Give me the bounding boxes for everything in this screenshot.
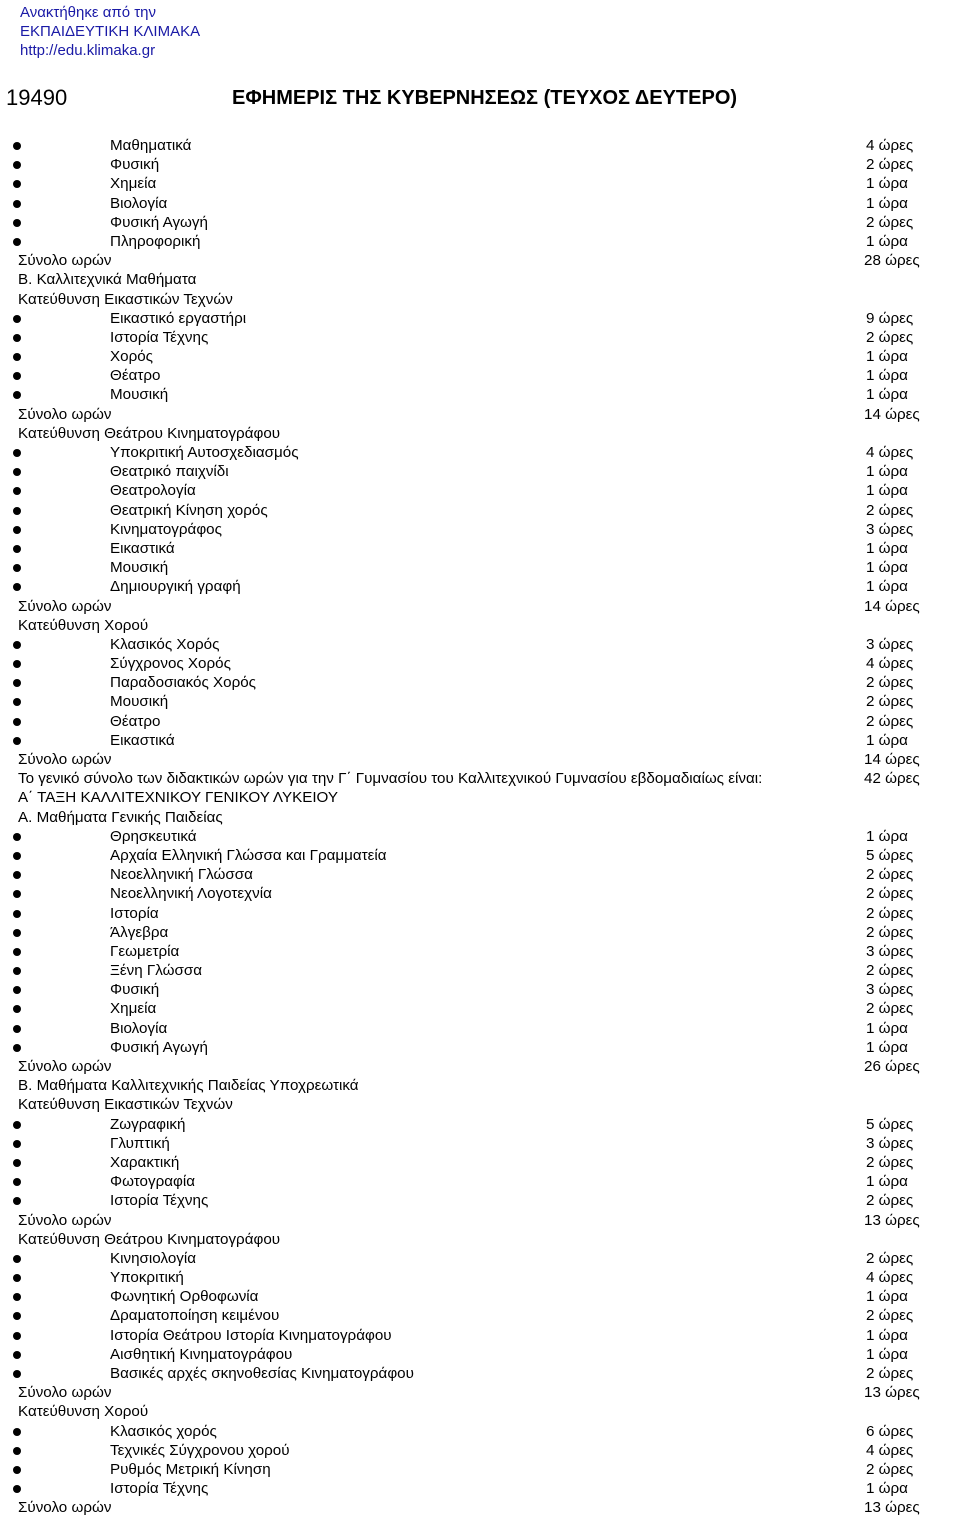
- bullet-icon: [13, 1005, 21, 1013]
- list-item: [0, 1441, 960, 1460]
- list-item: [0, 1364, 960, 1383]
- row-label: Κατεύθυνση Θεάτρου Κινηματογράφου: [18, 1230, 281, 1248]
- row-label: Σύγχρονος Χορός: [110, 655, 231, 673]
- list-item: [0, 1345, 960, 1364]
- row-label: Σύνολο ωρών: [18, 597, 112, 615]
- row-hours: 1 ώρα: [866, 1173, 908, 1191]
- row-label: Γεωμετρία: [110, 942, 180, 960]
- row-hours: 2 ώρες: [866, 693, 914, 711]
- bullet-icon: [13, 1293, 21, 1301]
- row-hours: 2 ώρες: [866, 1192, 914, 1210]
- row-label: Υποκριτική: [110, 1269, 184, 1287]
- row-hours: 4 ώρες: [866, 1441, 914, 1459]
- row-label: Χαρακτική: [110, 1153, 180, 1171]
- row-label: Θεατρικό παιχνίδι: [110, 463, 229, 481]
- row-label: Σύνολο ωρών: [18, 252, 112, 270]
- row-label: Σύνολο ωρών: [18, 1384, 112, 1402]
- bullet-icon: [13, 315, 21, 323]
- bullet-icon: [13, 1025, 21, 1033]
- list-item: [0, 884, 960, 903]
- bullet-icon: [13, 1255, 21, 1263]
- row-hours: 13 ώρες: [864, 1211, 920, 1229]
- list-item: [0, 1191, 960, 1210]
- list-item: [0, 846, 960, 865]
- row-hours: 28 ώρες: [864, 252, 920, 270]
- section-line: [0, 1095, 960, 1114]
- bullet-icon: [13, 1312, 21, 1320]
- source-link[interactable]: http://edu.klimaka.gr: [20, 42, 156, 59]
- row-hours: 2 ώρες: [866, 923, 914, 941]
- row-hours: 2 ώρες: [866, 501, 914, 519]
- bullet-icon: [13, 449, 21, 457]
- row-hours: 2 ώρες: [866, 1460, 914, 1478]
- row-hours: 2 ώρες: [866, 866, 914, 884]
- list-item: [0, 654, 960, 673]
- list-item: [0, 155, 960, 174]
- row-hours: 1 ώρα: [866, 367, 908, 385]
- row-label: Χημεία: [110, 1000, 157, 1018]
- row-label: Κινηματογράφος: [110, 520, 222, 538]
- section-line: [0, 1230, 960, 1249]
- bullet-icon: [13, 641, 21, 649]
- bullet-icon: [13, 353, 21, 361]
- bullet-icon: [13, 890, 21, 898]
- section-line: [0, 750, 960, 769]
- section-line: [0, 424, 960, 443]
- row-hours: 4 ώρες: [866, 137, 914, 154]
- row-hours: 26 ώρες: [864, 1058, 920, 1075]
- row-hours: 14 ώρες: [864, 751, 920, 768]
- section-line: [0, 270, 960, 289]
- row-hours: 13 ώρες: [864, 1384, 920, 1402]
- row-hours: 9 ώρες: [866, 309, 914, 327]
- row-hours: 1 ώρα: [866, 232, 908, 250]
- row-hours: 42 ώρες: [864, 770, 920, 788]
- row-label: Ιστορία: [110, 904, 159, 922]
- list-item: [0, 174, 960, 193]
- list-item: [0, 347, 960, 366]
- row-hours: 1 ώρα: [866, 827, 908, 845]
- bullet-icon: [13, 967, 21, 975]
- row-label: Εικαστικά: [110, 539, 175, 557]
- list-item: [0, 136, 960, 155]
- bullet-icon: [13, 833, 21, 841]
- row-label: Α΄ ΤΑΞΗ ΚΑΛΛΙΤΕΧΝΙΚΟΥ ΓΕΝΙΚΟΥ ΛΥΚΕΙΟΥ: [18, 789, 339, 807]
- list-item: [0, 865, 960, 884]
- bullet-icon: [13, 660, 21, 668]
- row-label: Ιστορία Τέχνης: [110, 1480, 209, 1498]
- bullet-icon: [13, 468, 21, 476]
- bullet-icon: [13, 487, 21, 495]
- row-label: Ζωγραφική: [110, 1115, 186, 1133]
- list-item: [0, 194, 960, 213]
- list-item: [0, 385, 960, 404]
- list-item: [0, 213, 960, 232]
- bullet-icon: [13, 1485, 21, 1493]
- section-line: [0, 788, 960, 807]
- row-hours: 2 ώρες: [866, 1249, 914, 1267]
- section-line: [0, 1402, 960, 1421]
- row-label: Πληροφορική: [110, 232, 201, 250]
- list-item: [0, 1038, 960, 1057]
- bullet-icon: [13, 334, 21, 342]
- row-label: Εικαστικά: [110, 731, 175, 749]
- row-hours: 4 ώρες: [866, 444, 914, 461]
- row-label: Κατεύθυνση Χορού: [18, 616, 149, 634]
- row-label: Κατεύθυνση Εικαστικών Τεχνών: [18, 290, 233, 308]
- source-line-retrieved: Ανακτήθηκε από την: [20, 4, 157, 21]
- row-label: Κλασικός χορός: [110, 1422, 217, 1440]
- row-label: Άλγεβρα: [110, 923, 169, 941]
- row-label: Θέατρο: [110, 367, 161, 385]
- list-item: [0, 712, 960, 731]
- list-item: [0, 328, 960, 347]
- bullet-icon: [13, 391, 21, 399]
- row-label: Εικαστικό εργαστήρι: [110, 309, 247, 327]
- row-label: Υποκριτική Αυτοσχεδιασμός: [110, 444, 299, 461]
- row-hours: 2 ώρες: [866, 328, 914, 346]
- bullet-icon: [13, 545, 21, 553]
- row-label: Θέατρο: [110, 712, 161, 730]
- row-hours: 1 ώρα: [866, 1038, 908, 1056]
- row-label: Χορός: [110, 348, 153, 366]
- row-hours: 1 ώρα: [866, 539, 908, 557]
- bullet-icon: [13, 1159, 21, 1167]
- row-label: Ιστορία Τέχνης: [110, 328, 209, 346]
- bullet-icon: [13, 1428, 21, 1436]
- row-label: Φυσική Αγωγή: [110, 213, 208, 231]
- source-line-site-name: ΕΚΠΑΙΔΕΥΤΙΚΗ ΚΛΙΜΑΚΑ: [20, 23, 201, 40]
- row-label: Αρχαία Ελληνική Γλώσσα και Γραμματεία: [110, 846, 387, 864]
- row-label: Σύνολο ωρών: [18, 405, 112, 423]
- row-label: Σύνολο ωρών: [18, 1058, 112, 1075]
- list-item: [0, 999, 960, 1018]
- bullet-icon: [13, 871, 21, 879]
- list-item: [0, 980, 960, 999]
- list-item: [0, 1460, 960, 1479]
- row-hours: 2 ώρες: [866, 962, 914, 980]
- row-hours: 1 ώρα: [866, 482, 908, 500]
- list-item: [0, 1172, 960, 1191]
- row-label: Παραδοσιακός Χορός: [110, 674, 256, 692]
- row-label: Φωνητική Ορθοφωνία: [110, 1288, 259, 1306]
- bullet-icon: [13, 564, 21, 572]
- list-item: [0, 1422, 960, 1441]
- row-label: Βιολογία: [110, 194, 168, 212]
- bullet-icon: [13, 1178, 21, 1186]
- row-hours: 5 ώρες: [866, 1115, 914, 1133]
- row-hours: 1 ώρα: [866, 175, 908, 193]
- list-item: [0, 961, 960, 980]
- row-hours: 1 ώρα: [866, 1326, 908, 1344]
- page-number: 19490: [6, 85, 68, 110]
- row-hours: 2 ώρες: [866, 674, 914, 692]
- list-item: [0, 1306, 960, 1325]
- list-item: [0, 692, 960, 711]
- row-hours: 4 ώρες: [866, 655, 914, 673]
- list-item: [0, 1019, 960, 1038]
- row-hours: 5 ώρες: [866, 846, 914, 864]
- row-hours: 3 ώρες: [866, 520, 914, 538]
- row-label: Μουσική: [110, 559, 169, 577]
- row-label: Α. Μαθήματα Γενικής Παιδείας: [18, 808, 223, 826]
- row-hours: 1 ώρα: [866, 578, 908, 596]
- bullet-icon: [13, 1197, 21, 1205]
- section-line: [0, 769, 960, 788]
- row-hours: 14 ώρες: [864, 597, 920, 615]
- row-hours: 1 ώρα: [866, 386, 908, 404]
- list-item: [0, 1249, 960, 1268]
- bullet-icon: [13, 929, 21, 937]
- bullet-icon: [13, 507, 21, 515]
- row-label: Φυσική Αγωγή: [110, 1038, 208, 1056]
- list-item: [0, 577, 960, 596]
- row-hours: 1 ώρα: [866, 194, 908, 212]
- list-item: [0, 1153, 960, 1172]
- row-hours: 13 ώρες: [864, 1499, 920, 1517]
- row-hours: 1 ώρα: [866, 559, 908, 577]
- row-label: Γλυπτική: [110, 1134, 170, 1152]
- section-line: [0, 405, 960, 424]
- bullet-icon: [13, 852, 21, 860]
- row-hours: 2 ώρες: [866, 885, 914, 903]
- row-label: Φυσική: [110, 156, 160, 174]
- section-line: [0, 251, 960, 270]
- list-item: [0, 1479, 960, 1498]
- list-item: [0, 923, 960, 942]
- row-hours: 3 ώρες: [866, 1134, 914, 1152]
- row-label: Κατεύθυνση Εικαστικών Τεχνών: [18, 1096, 233, 1114]
- row-label: Τεχνικές Σύγχρονου χορού: [110, 1441, 290, 1459]
- section-line: [0, 616, 960, 635]
- row-hours: 2 ώρες: [866, 1365, 914, 1382]
- row-hours: 2 ώρες: [866, 156, 914, 174]
- row-label: Σύνολο ωρών: [18, 1211, 112, 1229]
- list-item: [0, 1268, 960, 1287]
- row-hours: 2 ώρες: [866, 1000, 914, 1018]
- row-hours: 1 ώρα: [866, 1480, 908, 1498]
- row-hours: 2 ώρες: [866, 213, 914, 231]
- row-label: Δημιουργική γραφή: [110, 578, 241, 596]
- row-hours: 3 ώρες: [866, 942, 914, 960]
- bullet-icon: [13, 1447, 21, 1455]
- list-item: [0, 309, 960, 328]
- row-label: Το γενικό σύνολο των διδακτικών ωρών για την Γ΄ Γυμνασίου του Καλλιτεχνικού Γυμνασίου εβδομαδιαίως είναι:: [18, 770, 763, 788]
- row-hours: 1 ώρα: [866, 348, 908, 366]
- row-hours: 2 ώρες: [866, 712, 914, 730]
- list-item: [0, 1287, 960, 1306]
- list-item: [0, 1115, 960, 1134]
- row-label: Β. Μαθήματα Καλλιτεχνικής Παιδείας Υποχρεωτικά: [18, 1077, 359, 1095]
- list-item: [0, 520, 960, 539]
- row-label: Νεοελληνική Γλώσσα: [110, 866, 253, 884]
- row-label: Θεατρολογία: [110, 482, 196, 500]
- section-line: [0, 808, 960, 827]
- bullet-icon: [13, 1121, 21, 1129]
- row-label: Φωτογραφία: [110, 1173, 196, 1191]
- bullet-icon: [13, 679, 21, 687]
- bullet-icon: [13, 583, 21, 591]
- bullet-icon: [13, 1140, 21, 1148]
- row-hours: 3 ώρες: [866, 635, 914, 653]
- list-item: [0, 558, 960, 577]
- bullet-icon: [13, 142, 21, 150]
- row-label: Ξένη Γλώσσα: [110, 962, 203, 980]
- curriculum-list: [0, 136, 960, 1518]
- list-item: [0, 635, 960, 654]
- section-line: [0, 1076, 960, 1095]
- bullet-icon: [13, 1351, 21, 1359]
- list-item: [0, 1134, 960, 1153]
- row-label: Σύνολο ωρών: [18, 1499, 112, 1517]
- row-label: Κατεύθυνση Θεάτρου Κινηματογράφου: [18, 424, 281, 442]
- bullet-icon: [13, 910, 21, 918]
- row-hours: 2 ώρες: [866, 904, 914, 922]
- bullet-icon: [13, 718, 21, 726]
- bullet-icon: [13, 948, 21, 956]
- row-hours: 1 ώρα: [866, 731, 908, 749]
- bullet-icon: [13, 1274, 21, 1282]
- row-label: Κατεύθυνση Χορού: [18, 1403, 149, 1421]
- row-label: Μουσική: [110, 693, 169, 711]
- list-item: [0, 731, 960, 750]
- bullet-icon: [13, 698, 21, 706]
- list-item: [0, 501, 960, 520]
- row-hours: 3 ώρες: [866, 981, 914, 999]
- source-notice: [20, 3, 200, 60]
- journal-title: ΕΦΗΜΕΡΙΣ ΤΗΣ ΚΥΒΕΡΝΗΣΕΩΣ (ΤΕΥΧΟΣ ΔΕΥΤΕΡΟ): [232, 87, 738, 109]
- bullet-icon: [13, 219, 21, 227]
- list-item: [0, 827, 960, 846]
- list-item: [0, 443, 960, 462]
- bullet-icon: [13, 986, 21, 994]
- row-label: Μαθηματικά: [110, 137, 192, 154]
- row-hours: 14 ώρες: [864, 405, 920, 423]
- row-hours: 1 ώρα: [866, 1345, 908, 1363]
- row-hours: 1 ώρα: [866, 463, 908, 481]
- list-item: [0, 942, 960, 961]
- row-label: Θεατρική Κίνηση χορός: [110, 501, 268, 519]
- bullet-icon: [13, 200, 21, 208]
- page-header: [0, 84, 960, 114]
- row-hours: 2 ώρες: [866, 1307, 914, 1325]
- row-hours: 4 ώρες: [866, 1269, 914, 1287]
- bullet-icon: [13, 1332, 21, 1340]
- row-label: Νεοελληνική Λογοτεχνία: [110, 885, 272, 903]
- section-line: [0, 1211, 960, 1230]
- row-label: Θρησκευτικά: [110, 827, 197, 845]
- list-item: [0, 232, 960, 251]
- list-item: [0, 904, 960, 923]
- row-label: Βιολογία: [110, 1019, 168, 1037]
- list-item: [0, 673, 960, 692]
- row-label: Αισθητική Κινηματογράφου: [110, 1345, 293, 1363]
- row-label: Μουσική: [110, 386, 169, 404]
- list-item: [0, 1326, 960, 1345]
- row-label: Δραματοποίηση κειμένου: [110, 1307, 280, 1325]
- row-hours: 6 ώρες: [866, 1422, 914, 1440]
- bullet-icon: [13, 737, 21, 745]
- row-label: Κινησιολογία: [110, 1249, 197, 1267]
- section-line: [0, 1498, 960, 1517]
- list-item: [0, 462, 960, 481]
- list-item: [0, 481, 960, 500]
- row-hours: 2 ώρες: [866, 1153, 914, 1171]
- row-label: Ιστορία Τέχνης: [110, 1192, 209, 1210]
- bullet-icon: [13, 180, 21, 188]
- section-line: [0, 1383, 960, 1402]
- list-item: [0, 539, 960, 558]
- row-label: Φυσική: [110, 981, 160, 999]
- row-label: Κλασικός Χορός: [110, 635, 220, 653]
- bullet-icon: [13, 526, 21, 534]
- section-line: [0, 597, 960, 616]
- row-label: Σύνολο ωρών: [18, 751, 112, 768]
- section-line: [0, 1057, 960, 1076]
- row-hours: 1 ώρα: [866, 1019, 908, 1037]
- row-label: Ρυθμός Μετρική Κίνηση: [110, 1460, 271, 1478]
- bullet-icon: [13, 372, 21, 380]
- bullet-icon: [13, 238, 21, 246]
- bullet-icon: [13, 1044, 21, 1052]
- list-item: [0, 366, 960, 385]
- row-label: Χημεία: [110, 175, 157, 193]
- section-line: [0, 290, 960, 309]
- bullet-icon: [13, 1466, 21, 1474]
- bullet-icon: [13, 161, 21, 169]
- bullet-icon: [13, 1370, 21, 1378]
- row-label: Βασικές αρχές σκηνοθεσίας Κινηματογράφου: [110, 1365, 414, 1382]
- row-hours: 1 ώρα: [866, 1288, 908, 1306]
- row-label: Ιστορία Θεάτρου Ιστορία Κινηματογράφου: [110, 1326, 392, 1344]
- row-label: Β. Καλλιτεχνικά Μαθήματα: [18, 271, 197, 289]
